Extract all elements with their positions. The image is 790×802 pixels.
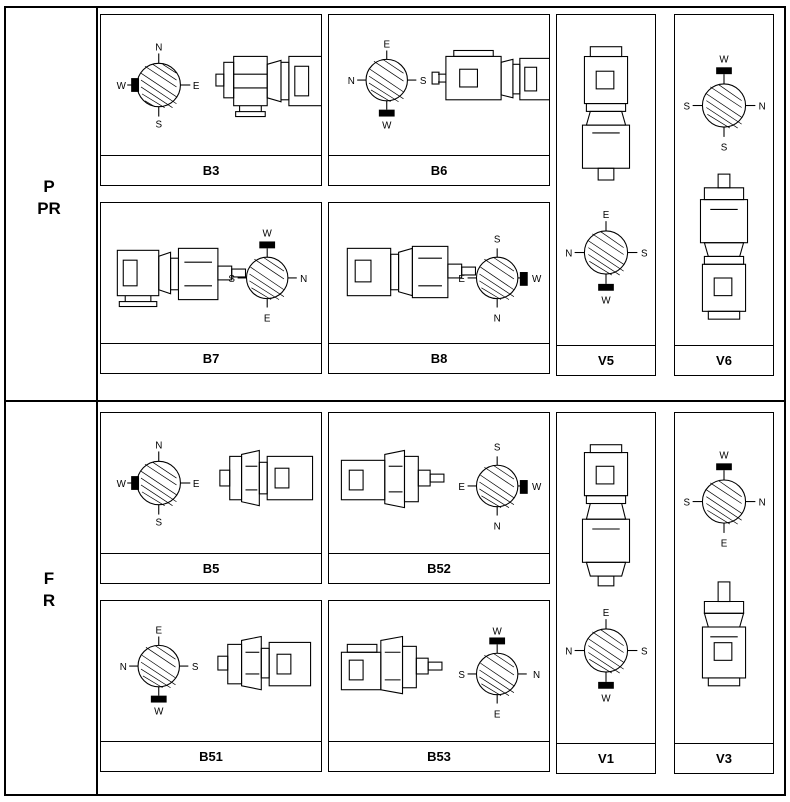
svg-text:N: N <box>533 669 541 681</box>
svg-text:N: N <box>493 313 501 325</box>
cell-v5-caption: V5 <box>557 345 655 375</box>
cell-b51-drawing <box>101 601 321 741</box>
cell-b8[interactable] <box>328 202 550 374</box>
svg-text:N: N <box>758 497 766 509</box>
svg-text:N: N <box>758 101 766 113</box>
svg-text:E: E <box>192 80 200 92</box>
cell-b3[interactable] <box>100 14 322 186</box>
svg-text:W: W <box>719 450 729 462</box>
svg-text:N: N <box>565 248 573 260</box>
cell-b51-caption: B51 <box>101 741 321 771</box>
svg-text:W: W <box>116 478 126 490</box>
svg-text:E: E <box>720 538 728 550</box>
svg-text:W: W <box>492 626 502 638</box>
svg-text:N: N <box>300 273 308 285</box>
svg-text:N: N <box>155 440 163 452</box>
svg-text:E: E <box>458 481 465 493</box>
row-label-p: P <box>43 177 55 196</box>
svg-text:S: S <box>191 662 199 674</box>
svg-text:E: E <box>192 478 200 490</box>
cell-b53[interactable] <box>328 600 550 772</box>
svg-text:W: W <box>154 706 164 718</box>
cell-v3-drawing <box>675 413 773 743</box>
cell-b51[interactable] <box>100 600 322 772</box>
cell-b53-drawing <box>329 601 549 741</box>
svg-text:N: N <box>347 76 355 88</box>
svg-text:S: S <box>155 119 163 131</box>
svg-text:W: W <box>382 120 392 132</box>
cell-b6-drawing <box>329 15 549 155</box>
svg-text:E: E <box>602 608 610 620</box>
cell-b8-drawing <box>329 203 549 343</box>
svg-text:S: S <box>683 497 691 509</box>
svg-text:W: W <box>262 228 272 240</box>
svg-text:N: N <box>493 521 501 533</box>
cell-b6[interactable] <box>328 14 550 186</box>
svg-text:S: S <box>640 248 648 260</box>
svg-text:W: W <box>601 295 611 307</box>
label-column-divider <box>96 6 98 796</box>
svg-text:W: W <box>116 80 126 92</box>
svg-text:N: N <box>155 42 163 54</box>
svg-text:N: N <box>565 646 573 658</box>
chart-middle-divider <box>4 400 786 402</box>
cell-v3-caption: V3 <box>675 743 773 773</box>
cell-b52-caption: B52 <box>329 553 549 583</box>
cell-b3-drawing <box>101 15 321 155</box>
svg-text:E: E <box>602 210 610 222</box>
cell-v6-caption: V6 <box>675 345 773 375</box>
cell-b8-caption: B8 <box>329 343 549 373</box>
cell-b53-caption: B53 <box>329 741 549 771</box>
cell-b5[interactable] <box>100 412 322 584</box>
cell-v5[interactable] <box>556 14 656 376</box>
svg-text:S: S <box>228 273 235 285</box>
svg-text:S: S <box>493 442 501 454</box>
cell-v3[interactable] <box>674 412 774 774</box>
cell-b5-drawing <box>101 413 321 553</box>
svg-text:S: S <box>720 142 728 154</box>
svg-text:E: E <box>383 39 391 51</box>
cell-v5-drawing <box>557 15 655 345</box>
cell-v6[interactable] <box>674 14 774 376</box>
svg-text:S: S <box>493 234 501 246</box>
cell-b6-caption: B6 <box>329 155 549 185</box>
cell-b3-caption: B3 <box>101 155 321 185</box>
svg-text:N: N <box>119 662 127 674</box>
cell-v1-drawing <box>557 413 655 743</box>
svg-text:E: E <box>263 313 271 325</box>
cell-b7-drawing <box>101 203 321 343</box>
svg-text:S: S <box>683 101 691 113</box>
cell-b52-drawing <box>329 413 549 553</box>
svg-text:E: E <box>155 625 163 637</box>
svg-text:W: W <box>531 481 542 493</box>
svg-text:E: E <box>458 273 465 285</box>
cell-b5-caption: B5 <box>101 553 321 583</box>
row-label-f: F <box>43 569 55 588</box>
svg-text:S: S <box>640 646 648 658</box>
cell-b7-caption: B7 <box>101 343 321 373</box>
svg-text:W: W <box>719 54 729 66</box>
cell-b52[interactable] <box>328 412 550 584</box>
row-label-pr: PR <box>37 199 61 218</box>
cell-v1[interactable] <box>556 412 656 774</box>
row-label-r: R <box>42 591 56 610</box>
svg-text:W: W <box>531 273 542 285</box>
svg-text:S: S <box>155 517 163 529</box>
svg-text:E: E <box>493 709 501 721</box>
svg-text:W: W <box>601 693 611 705</box>
cell-b7[interactable] <box>100 202 322 374</box>
cell-v6-drawing <box>675 15 773 345</box>
cell-v1-caption: V1 <box>557 743 655 773</box>
svg-text:S: S <box>458 669 465 681</box>
svg-text:S: S <box>419 76 427 88</box>
